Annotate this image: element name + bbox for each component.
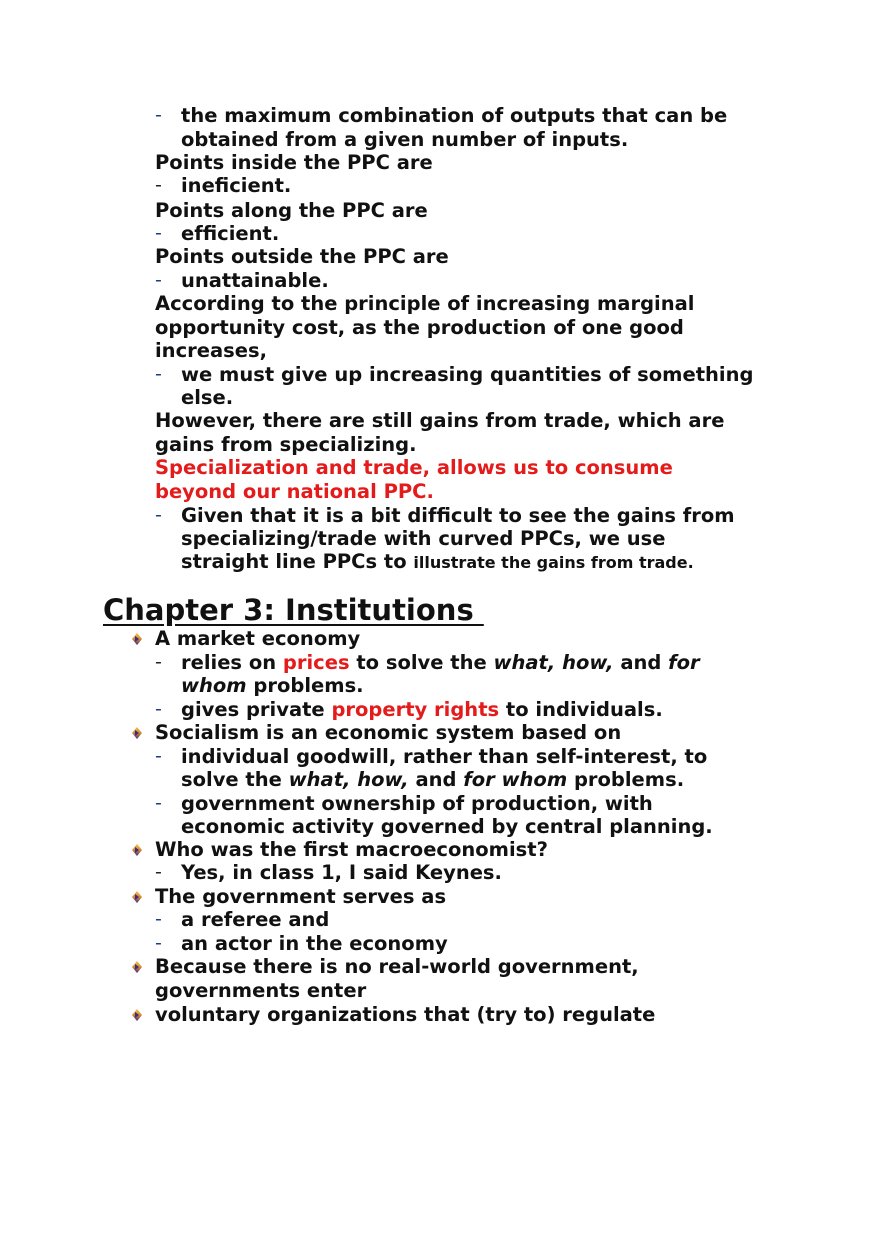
principle-line1: According to the principle of increasing marginal bbox=[155, 292, 695, 315]
market-economy: A market economy bbox=[155, 627, 361, 650]
dash-marker: - bbox=[155, 651, 162, 673]
gives-text: gives private bbox=[181, 698, 332, 721]
prices-highlight: prices bbox=[282, 651, 350, 674]
dash-marker: - bbox=[155, 908, 162, 930]
relies-italic: for bbox=[668, 651, 700, 674]
property-rights-highlight: property rights bbox=[331, 698, 500, 721]
given-line3 bbox=[181, 550, 694, 574]
principle-line2: opportunity cost, as the production of one good bbox=[155, 316, 684, 339]
ppc-definition-line1: the maximum combination of outputs that can be bbox=[181, 104, 728, 127]
give-up-line1: we must give up increasing quantities of something bbox=[181, 363, 754, 386]
specialization-line1: Specialization and trade, allows us to consume bbox=[155, 456, 673, 479]
actor: an actor in the economy bbox=[181, 932, 448, 955]
dash-marker: - bbox=[155, 698, 162, 720]
diamond-arrow-bullet-icon bbox=[130, 843, 144, 857]
dash-marker: - bbox=[155, 222, 162, 244]
relies-text: relies on bbox=[181, 651, 283, 674]
ppc-definition-line2: obtained from a given number of inputs. bbox=[181, 128, 629, 151]
relies-line1 bbox=[181, 651, 700, 674]
points-outside-label: Points outside the PPC are bbox=[155, 245, 449, 268]
dash-marker: - bbox=[155, 504, 162, 526]
goodwill-line2 bbox=[181, 768, 684, 791]
goodwill-text: and bbox=[408, 768, 464, 791]
specialization-line2: beyond our national PPC. bbox=[155, 480, 434, 503]
points-along-value: efﬁcient. bbox=[181, 222, 280, 245]
keynes-answer: Yes, in class 1, I said Keynes. bbox=[181, 861, 502, 884]
dash-marker: - bbox=[155, 792, 162, 814]
gives-line bbox=[181, 698, 663, 721]
diamond-arrow-bullet-icon bbox=[130, 960, 144, 974]
socialism: Socialism is an economic system based on bbox=[155, 721, 622, 744]
diamond-arrow-bullet-icon bbox=[130, 1008, 144, 1022]
referee: a referee and bbox=[181, 908, 330, 931]
first-macroeconomist: Who was the first macroeconomist? bbox=[155, 838, 548, 861]
relies-text: and bbox=[613, 651, 669, 674]
dash-marker: - bbox=[155, 174, 162, 196]
dash-marker: - bbox=[155, 269, 162, 291]
goodwill-line1: individual goodwill, rather than self-interest, to bbox=[181, 745, 708, 768]
goodwill-italic: what, how, bbox=[288, 768, 409, 791]
gains-line1: However, there are still gains from trade, which are bbox=[155, 409, 725, 432]
because-line2: governments enter bbox=[155, 979, 367, 1002]
given-line1: Given that it is a bit difﬁcult to see the gains from bbox=[181, 504, 735, 527]
dash-marker: - bbox=[155, 932, 162, 954]
points-inside-value: ineﬁcient. bbox=[181, 174, 292, 197]
relies-text: to solve the bbox=[349, 651, 494, 674]
given-line3-small: illustrate the gains from trade. bbox=[413, 553, 694, 572]
gives-text: to individuals. bbox=[499, 698, 663, 721]
gov-ownership-line1: government ownership of production, with bbox=[181, 792, 653, 815]
chapter-3-heading: Chapter 3: Institutions bbox=[103, 593, 484, 627]
given-line2: specializing/trade with curved PPCs, we use bbox=[181, 527, 666, 550]
dash-marker: - bbox=[155, 363, 162, 385]
government-serves: The government serves as bbox=[155, 885, 447, 908]
diamond-arrow-bullet-icon bbox=[130, 632, 144, 646]
dash-marker: - bbox=[155, 861, 162, 883]
relies-italic: what, how, bbox=[493, 651, 614, 674]
dash-marker: - bbox=[155, 104, 162, 126]
points-outside-value: unattainable. bbox=[181, 269, 329, 292]
dash-marker: - bbox=[155, 745, 162, 767]
points-along-label: Points along the PPC are bbox=[155, 199, 428, 222]
given-line3-main: straight line PPCs to bbox=[181, 550, 414, 573]
diamond-arrow-bullet-icon bbox=[130, 890, 144, 904]
voluntary-organizations: voluntary organizations that (try to) regulate bbox=[155, 1003, 656, 1026]
goodwill-italic: for whom bbox=[463, 768, 568, 791]
relies-line2 bbox=[181, 674, 364, 697]
diamond-arrow-bullet-icon bbox=[130, 726, 144, 740]
relies-text: problems. bbox=[246, 674, 364, 697]
relies-italic: whom bbox=[181, 674, 247, 697]
gains-line2: gains from specializing. bbox=[155, 433, 417, 456]
goodwill-text: problems. bbox=[567, 768, 685, 791]
points-inside-label: Points inside the PPC are bbox=[155, 151, 433, 174]
because-line1: Because there is no real-world government, bbox=[155, 955, 639, 978]
gov-ownership-line2: economic activity governed by central planning. bbox=[181, 815, 713, 838]
give-up-line2: else. bbox=[181, 386, 234, 409]
goodwill-text: solve the bbox=[181, 768, 289, 791]
principle-line3: increases, bbox=[155, 339, 267, 362]
